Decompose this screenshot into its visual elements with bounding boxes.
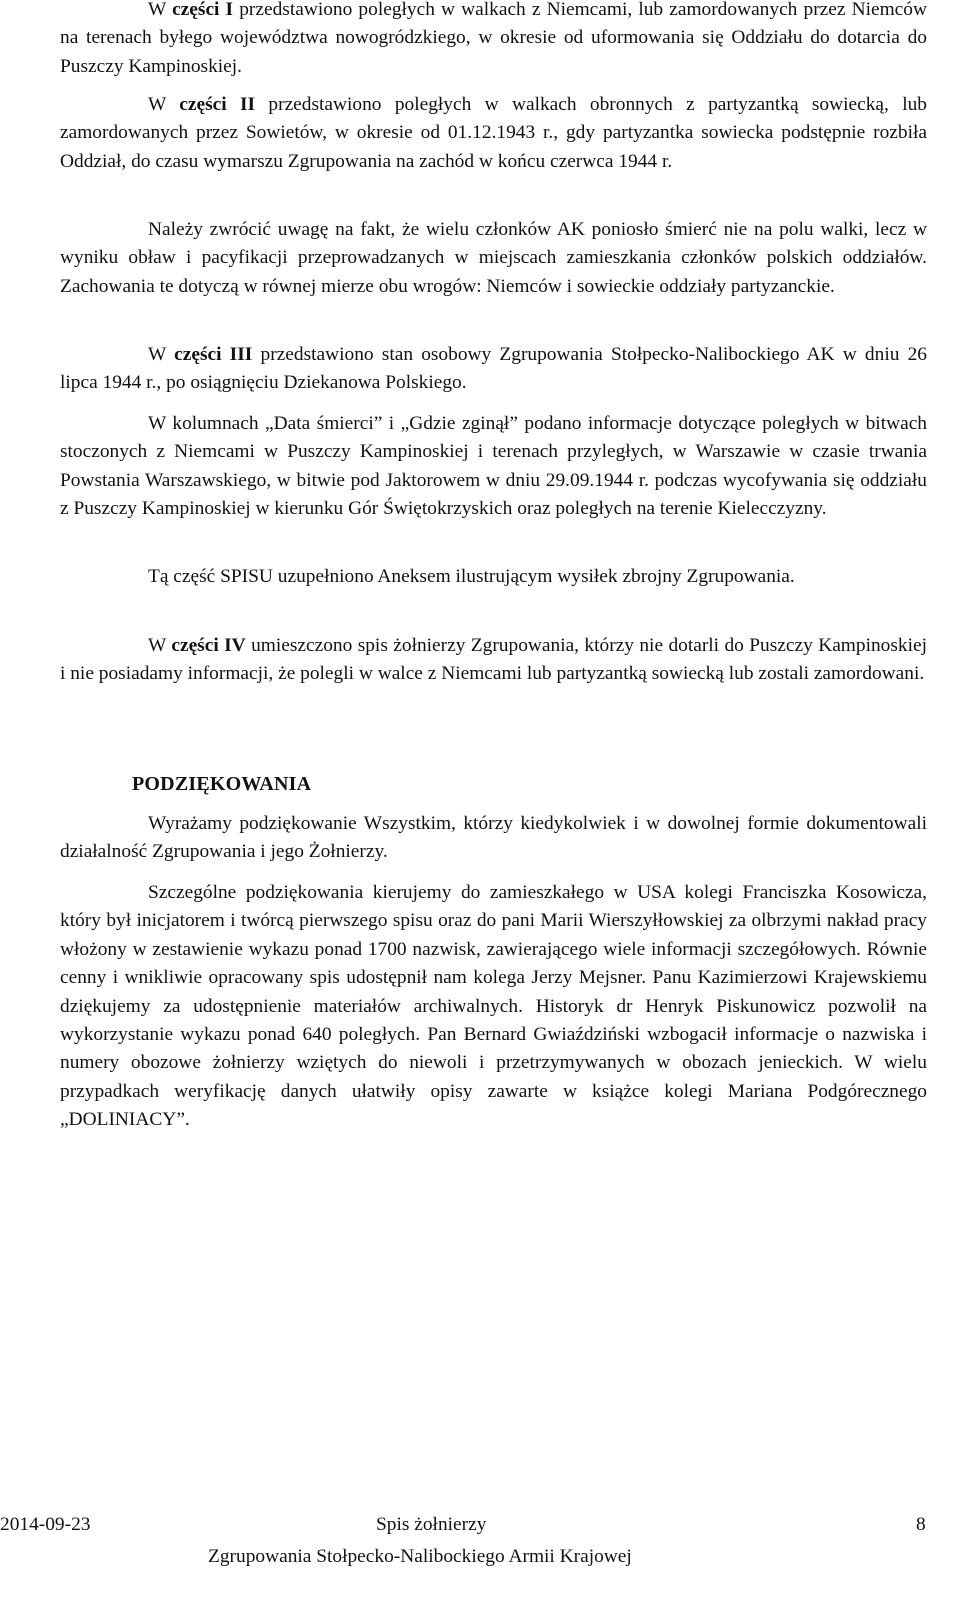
section-label: części I <box>172 0 234 20</box>
paragraph-text: przedstawiono poległych w walkach obronnych z partyzantką sowiecką, lub zamordowanych przez Sowietów, w okresie od 01.12.1943 r., gdy partyzantka sowiecka podstępnie rozbiła Oddział, do czasu wymarszu Zgrupowania na zachód w końcu czerwca 1944 r. <box>60 94 927 172</box>
section-label: części III <box>174 344 253 365</box>
paragraph-text: Tą część SPISU uzupełniono Aneksem ilustrującym wysiłek zbrojny Zgrupowania. <box>148 566 795 587</box>
paragraph-annex <box>60 563 927 591</box>
section-label: części IV <box>171 635 246 656</box>
section-label: części II <box>179 94 256 115</box>
footer-title: Spis żołnierzy <box>376 1514 487 1535</box>
paragraph-prefix: W <box>148 635 172 656</box>
paragraph-part-three <box>60 341 927 398</box>
paragraph-text: W kolumnach „Data śmierci” i „Gdzie zginął” podano informacje dotyczące poległych w bitwach stoczonych z Niemcami w Puszczy Kampinoskiej i terenach przyległych, w Warszawie w czasie trwania Powstania Warszawskiego, w bitwie pod Jaktorowem w dniu 29.09.1944 r. podczas wycofywania się oddziału z Puszczy Kampinoskiej w kierunku Gór Świętokrzyskich oraz poległych na terenie Kielecczyzny. <box>60 413 927 520</box>
paragraph-prefix: W <box>148 344 175 365</box>
paragraph-part-four <box>60 632 927 689</box>
paragraph-prefix: W <box>148 94 180 115</box>
paragraph-part-two <box>60 91 927 176</box>
paragraph-note <box>60 216 927 301</box>
footer-page-number: 8 <box>916 1514 926 1535</box>
footer-date: 2014-09-23 <box>0 1514 91 1535</box>
paragraph-text: Wyrażamy podziękowanie Wszystkim, którzy kiedykolwiek i w dowolnej formie dokumentowali działalność Zgrupowania i jego Żołnierzy. <box>60 813 927 863</box>
paragraph-text: przedstawiono poległych w walkach z Niemcami, lub zamordowanych przez Niemców na terenach byłego województwa nowogródzkiego, w okresie od uformowania się Oddziału do dotarcia do Puszczy Kampinoskiej. <box>60 0 927 77</box>
footer-subtitle: Zgrupowania Stołpecko-Nalibockiego Armii Krajowej <box>208 1546 632 1567</box>
section-heading: PODZIĘKOWANIA <box>132 773 312 795</box>
paragraph-text: umieszczono spis żołnierzy Zgrupowania, którzy nie dotarli do Puszczy Kampinoskiej i nie posiadamy informacji, że polegli w walce z Niemcami lub partyzantką sowiecką lub zostali zamordowani. <box>60 635 927 685</box>
thanks-paragraph-specific <box>60 879 927 1135</box>
paragraph-text: przedstawiono stan osobowy Zgrupowania Stołpecko-Nalibockiego AK w dniu 26 lipca 1944 r., po osiągnięciu Dziekanowa Polskiego. <box>60 344 927 394</box>
paragraph-columns <box>60 410 927 524</box>
page-footer <box>0 1504 960 1620</box>
paragraph-text: Należy zwrócić uwagę na fakt, że wielu członków AK poniosło śmierć nie na polu walki, lecz w wyniku obław i pacyfikacji przeprowadzanych w miejscach zamieszkania członków polskich oddziałów. Zachowania te dotyczą w równej mierze obu wrogów: Niemców i sowieckie oddziały partyzanckie. <box>60 219 927 297</box>
paragraph-text: Szczególne podziękowania kierujemy do zamieszkałego w USA kolegi Franciszka Kosowicza, który był inicjatorem i twórcą pierwszego spisu oraz do pani Marii Wierszyłłowskiej za olbrzymi nakład pracy włożony w zestawienie wykazu ponad 1700 nazwisk, zawierającego wiele informacji szczegółowych. Równie cenny i wnikliwie opracowany spis udostępnił nam kolega Jerzy Mejsner. Panu Kazimierzowi Krajewskiemu dziękujemy za udostępnienie materiałów archiwalnych. Historyk dr Henryk Piskunowicz pozwolił na wykorzystanie wykazu ponad 640 poległych. Pan Bernard Gwiaździński wzbogacił informacje o nazwiska i numery obozowe żołnierzy wziętych do niewoli i przetrzymywanych w obozach jenieckich. W wielu przypadkach weryfikację danych ułatwiły opisy zawarte w książce kolegi Mariana Podgórecznego „DOLINIACY”. <box>60 882 927 1131</box>
thanks-paragraph-general <box>60 810 927 867</box>
paragraph-prefix: W <box>148 0 173 20</box>
paragraph-part-one <box>60 0 927 81</box>
